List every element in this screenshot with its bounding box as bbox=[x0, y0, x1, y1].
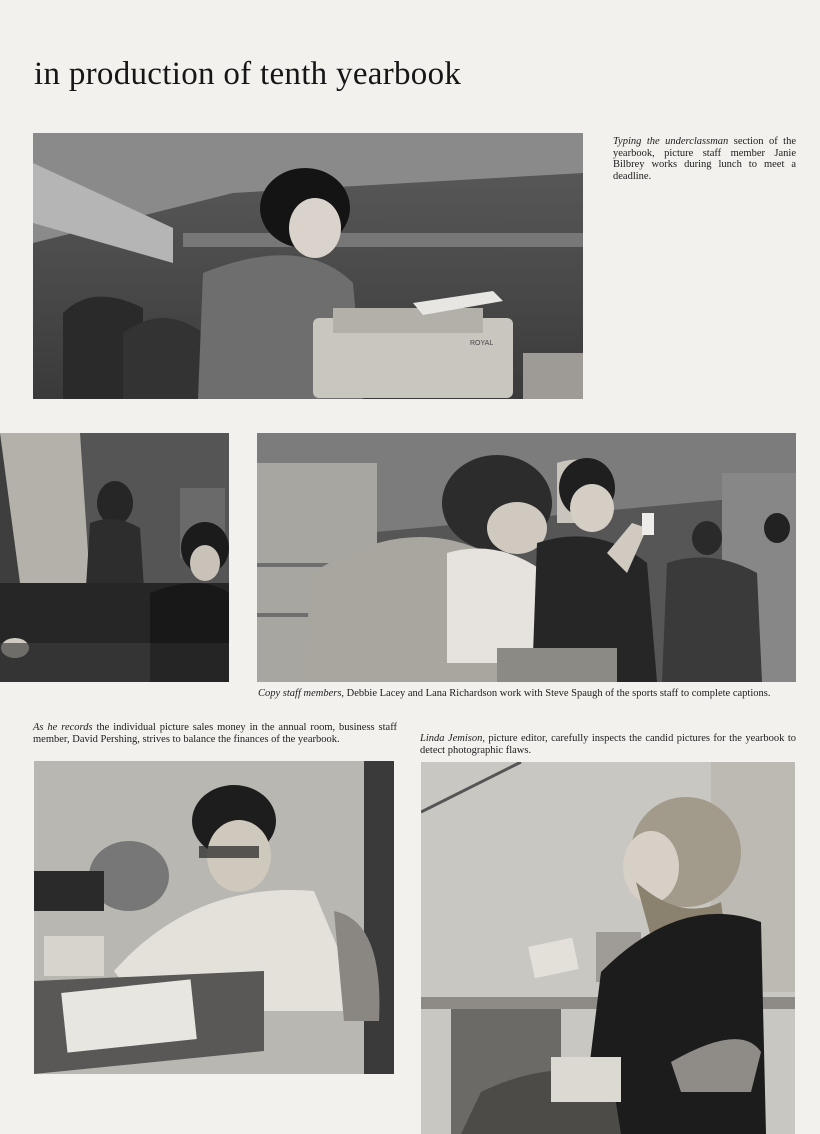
caption-linda bbox=[420, 733, 796, 756]
photo-copy-staff bbox=[257, 433, 796, 682]
caption-typing-lead: Typing the underclassman bbox=[613, 136, 729, 147]
caption-typing bbox=[613, 136, 796, 182]
caption-records-lead: As he records bbox=[33, 722, 93, 733]
caption-records-text: the individual picture sales money in the annual room, business staff member, David Pershing, strives to balance the finances of the yearbook. bbox=[33, 722, 397, 745]
caption-typing-text: section of the yearbook, picture staff member Janie Bilbrey works during lunch to meet a deadline. bbox=[613, 136, 796, 182]
caption-linda-text: picture editor, carefully inspects the candid pictures for the yearbook to detect photographic flaws. bbox=[420, 733, 796, 756]
photo-typing-student bbox=[33, 133, 583, 399]
caption-copy-staff bbox=[258, 688, 796, 700]
caption-copy-staff-lead: Copy staff members, bbox=[258, 688, 345, 699]
photo-picture-editor bbox=[421, 762, 795, 1134]
caption-linda-lead: Linda Jemison, bbox=[420, 733, 485, 744]
caption-records bbox=[33, 722, 397, 745]
typewriter-brand: ROYAL bbox=[470, 340, 494, 347]
photo-students-left bbox=[0, 433, 229, 682]
page-title: in production of tenth yearbook bbox=[34, 56, 462, 92]
photo-business-staff bbox=[34, 761, 394, 1074]
caption-copy-staff-text: Debbie Lacey and Lana Richardson work with Steve Spaugh of the sports staff to complete captions. bbox=[344, 688, 771, 699]
